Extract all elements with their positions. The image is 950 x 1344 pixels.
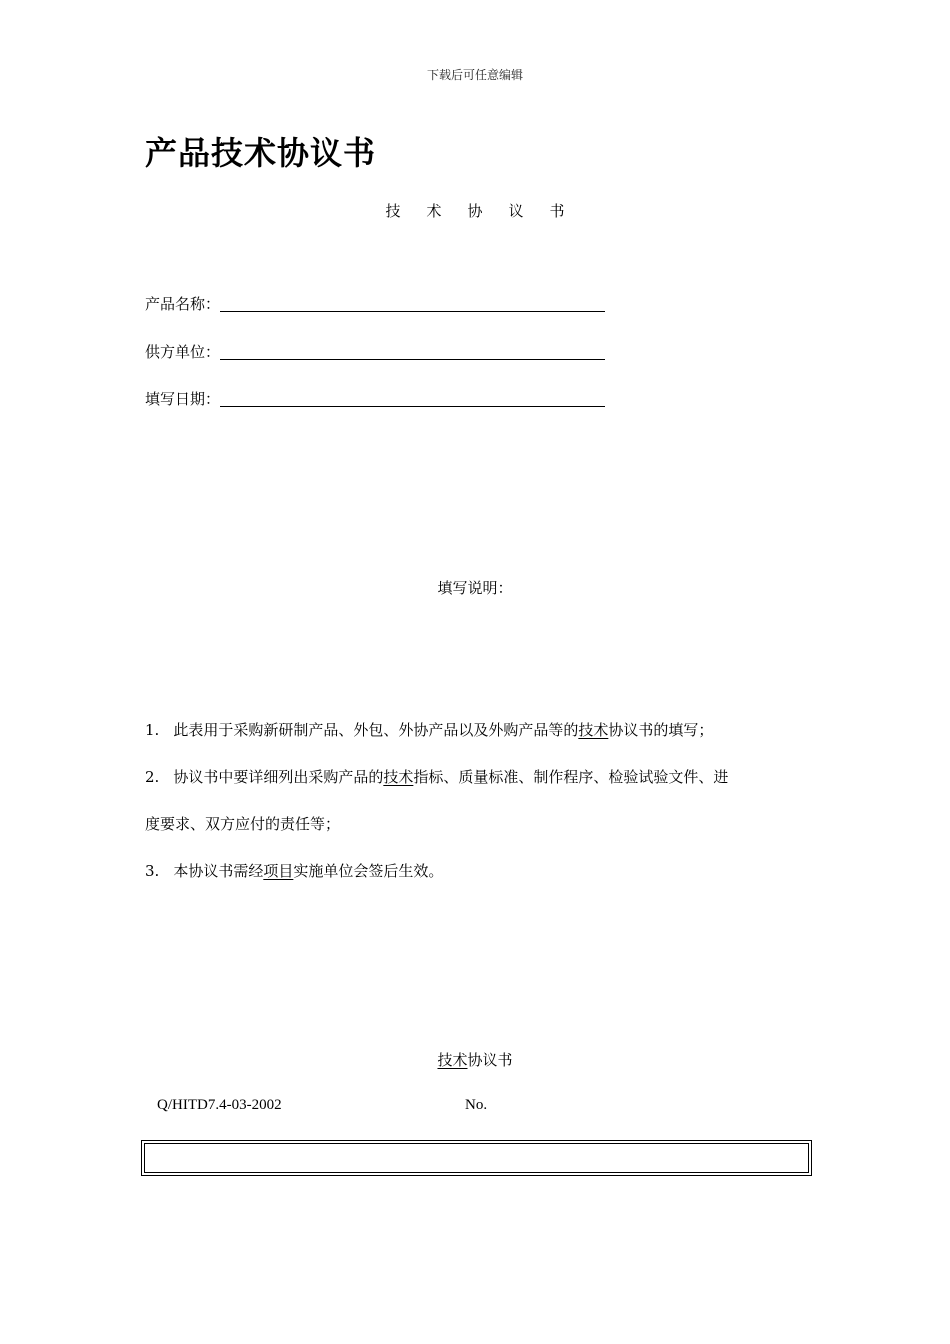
footer-title-text: 协议书 — [467, 1051, 513, 1069]
field-label: 产品名称： — [145, 295, 221, 313]
field-blank-line[interactable] — [220, 310, 605, 312]
instruction-text: 实施单位会签后生效。 — [293, 862, 444, 880]
footer-title — [0, 1049, 950, 1070]
instruction-link[interactable]: 技术 — [383, 768, 414, 786]
instruction-text: 此表用于采购新研制产品、外包、外协产品以及外购产品等的 — [173, 721, 579, 739]
instruction-text: 协议书的填写； — [608, 721, 714, 739]
instruction-item — [145, 860, 443, 881]
footer-title-link[interactable]: 技术 — [437, 1051, 468, 1069]
instruction-text: 本协议书需经 — [173, 862, 264, 880]
field-blank-line[interactable] — [220, 358, 605, 360]
field-label: 填写日期： — [145, 390, 221, 408]
table-frame — [141, 1140, 812, 1176]
instruction-item — [145, 719, 713, 740]
field-blank-line[interactable] — [220, 405, 605, 407]
instruction-link[interactable]: 技术 — [578, 721, 609, 739]
instruction-link[interactable]: 项目 — [263, 862, 294, 880]
instruction-number: 1. — [145, 721, 160, 739]
field-supplier — [145, 341, 605, 362]
document-number-label: No. — [465, 1097, 488, 1113]
instruction-text: 指标、质量标准、制作程序、检验试验文件、进 — [413, 768, 729, 786]
instruction-continuation — [145, 813, 340, 834]
document-subtitle: 技术协议书 — [385, 202, 591, 220]
instruction-text: 度要求、双方应付的责任等； — [145, 815, 341, 833]
document-code: Q/HITD7.4-03-2002 — [157, 1097, 282, 1113]
field-label: 供方单位： — [145, 343, 221, 361]
header-note: 下载后可任意编辑 — [426, 68, 523, 82]
instruction-item — [145, 766, 728, 787]
instruction-text: 协议书中要详细列出采购产品的 — [173, 768, 384, 786]
instruction-number: 2. — [145, 768, 160, 786]
instruction-number: 3. — [145, 862, 160, 880]
document-title: 产品技术协议书 — [145, 134, 377, 172]
instructions-heading: 填写说明： — [437, 579, 513, 597]
field-fill-date — [145, 388, 605, 409]
field-product-name — [145, 293, 605, 314]
